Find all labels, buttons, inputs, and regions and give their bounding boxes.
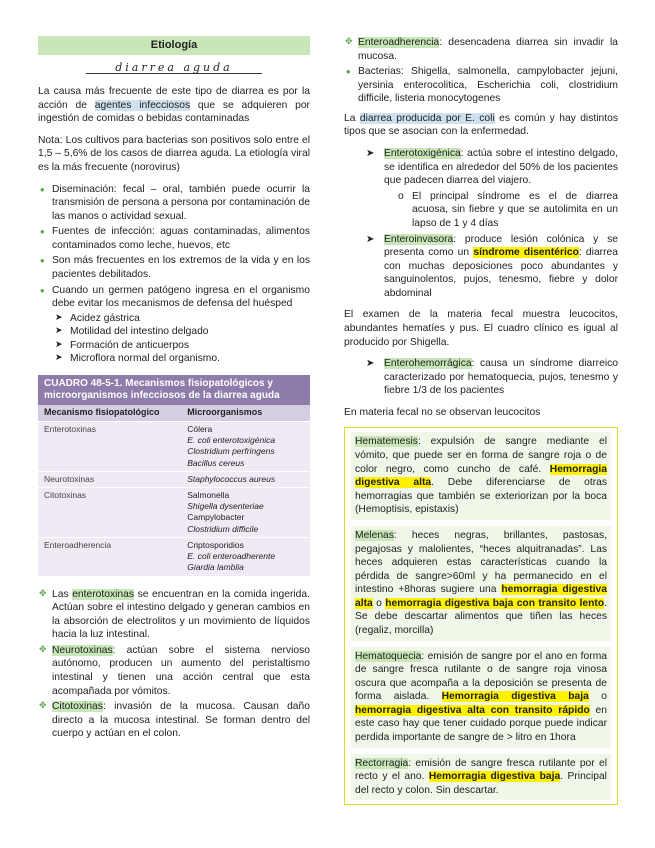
highlight-agentes: agentes infecciosos <box>94 99 191 111</box>
section-title: Etiología <box>38 36 310 55</box>
exam-paragraph: El examen de la materia fecal muestra leucocitos, abundantes hematíes y pus. El cuadro clínico es igual al producido por Shigella. <box>344 309 618 348</box>
list-item: • Fuentes de infección: aguas contaminadas, alimentos contaminados como leche, huevos, etc <box>52 225 310 252</box>
list-item: • Son más frecuentes en los extremos de la vida y en los pacientes debilitados. <box>52 254 310 281</box>
list-item: ➤ Enteroinvasora: produce lesión colónica y se presenta como un síndrome disentérico: diarrea con muchas deposiciones poco abundantes y sanguinolentos, pujos, tenesmo, fiebre y dolor abdominal <box>384 233 618 301</box>
list-item: ✥ Enteroadherencia: desencadena diarrea sin invadir la mucosa. <box>358 36 618 63</box>
list-item: ➤ Motilidad del intestino delgado <box>70 325 310 339</box>
list-item: ➤ Enterotoxigénica: actúa sobre el intestino delgado, se identifica en alrededor del 50% de los pacientes que padecen diarrea del viajero. o El principal síndrome es el de diarrea acuosa, sin fiebre y que se autolimita en un lapso de 1 y 4 días <box>384 147 618 230</box>
defense-list <box>52 312 310 366</box>
note-paragraph: Nota: Los cultivos para bacterias son positivos solo entre el 1,5 – 5,6% de los casos de diarrea aguda. La etiología viral es la más frecuente (norovirus) <box>38 134 310 173</box>
definition-rectorragia: Rectorragia: emisión de sangre fresca rutilante por el recto y el ano. Hemorragia digestiva baja. Principal del recto y colon. Sin descartar. <box>351 754 611 801</box>
list-item: ➤ Microflora normal del organismo. <box>70 352 310 366</box>
list-item: ➤ Formación de anticuerpos <box>70 339 310 353</box>
list-item: ➤ Enterohemorrágica: causa un síndrome diarreico caracterizado por hematoquecia, pujos, tenesmo y fiebre 1/3 de los pacientes <box>384 357 618 398</box>
ecoli-types-list <box>344 147 618 300</box>
table-row: Enteroadherencia Criptosporidios E. coli enteroadherente Giardia lamblia <box>38 537 310 575</box>
definition-hematoquecia: Hematoquecia: emisión de sangre por el ano en forma de sangre fresca rutilante o de sangre roja vinosa oscura que acompaña a la deposición se presenta de forma aislada. Hemorragia digestiva baja o hemorragia digestiva alta con transito rápido en este caso hay que tener cuidado porque puede indicar perdida importante de sangre de > litro en 1hora <box>351 647 611 748</box>
no-leucocitos-paragraph: En materia fecal no se observan leucocitos <box>344 406 541 418</box>
table-header: Microorganismos <box>181 405 310 421</box>
mechanism-list <box>38 588 310 741</box>
list-item: ➤ Acidez gástrica <box>70 312 310 326</box>
ecoli-paragraph: La diarrea producida por E. coli es común y hay distintos tipos que se asocian con la enfermedad. <box>344 112 618 138</box>
list-item: ✥ Las enterotoxinas se encuentran en la comida ingerida. Actúan sobre el intestino delgado y generan cambios en la absorción de electrolitos y un movimiento de líquidos hacia la luz intestinal. <box>52 588 310 642</box>
table-caption: CUADRO 48-5-1. Mecanismos fisiopatológicos y microorganismos infecciosos de la diarrea aguda <box>38 375 310 406</box>
sub-list <box>384 190 618 231</box>
definition-melenas: Melenas: heces negras, brillantes, pastosas, pegajosas y malolientes, “heces alquitranadas”. Las heces adquieren estas características cuando la pérdida de sangre>60ml y ha permanecido en el intestino +8horas sugiere una hemorragia digestiva alta o hemorragia digestiva baja con transito lento. Se debe descartar alimentos que tiñen las heces (regaliz, morcilla) <box>351 526 611 641</box>
definitions-box <box>344 427 618 805</box>
section-subtitle: diarrea aguda <box>38 61 310 76</box>
intro-paragraph: La causa más frecuente de este tipo de diarrea es por la acción de agentes infecciosos que se adquieren por ingestión de comidas o bebidas contaminadas <box>38 86 310 125</box>
list-item: ✥ Citotoxinas: invasión de la mucosa. Causan daño directo a la mucosa intestinal. Se forman dentro del cuerpo y actúan en el colon. <box>52 700 310 741</box>
highlight-disenterico: síndrome disentérico <box>473 247 579 259</box>
enteroadherencia-list <box>344 36 618 63</box>
list-item: o El principal síndrome es el de diarrea acuosa, sin fiebre y que se autolimita en un lapso de 1 y 4 días <box>412 190 618 231</box>
table-row: Enterotoxinas Cólera E. coli enterotoxigénica Clostridium perfringens Bacillus cereus <box>38 421 310 471</box>
list-item: ✥ Neurotoxinas: actúan sobre el sistema nervioso autónomo, producen un aumento del peristaltismo intestinal y tienen una acción central que esta acompañada por vómitos. <box>52 644 310 698</box>
list-item: • Diseminación: fecal – oral, también puede ocurrir la transmisión de persona a persona por contaminación de las manos o actividad sexual. <box>52 183 310 224</box>
list-item: • Cuando un germen patógeno ingresa en el organismo debe evitar los mecanismos de defensa del huésped ➤ Acidez gástrica ➤ Motilidad del intestino delgado ➤ Formación de anticuerpos ➤ Microflora normal del organismo. <box>52 284 310 366</box>
enterohemorragica-list <box>344 357 618 398</box>
table-row: Citotoxinas Salmonella Shigella dysenteriae Campylobacter Clostridium difficile <box>38 487 310 537</box>
list-item: • Bacterias: Shigella, salmonella, campylobacter jejuni, yersinia enterocolitica, Escherichia coli, clostridium difficile, listeria monocytogenes <box>358 65 618 106</box>
bullet-list <box>38 183 310 367</box>
definition-hematemesis: Hematemesis: expulsión de sangre mediante el vómito, que puede ser en forma de sangre roja o de color negro, como cuncho de café. Hemorragia digestiva alta. Debe diferenciarse de otras hemorragias que también se exteriorizan por la boca (Hemoptisis, epistaxis) <box>351 432 611 519</box>
bacteria-list <box>344 65 618 106</box>
highlight-ecoli: diarrea producida por E. coli <box>359 112 495 124</box>
right-column <box>344 36 618 805</box>
table-row: Neurotoxinas Staphylococcus aureus <box>38 471 310 487</box>
left-column <box>38 36 310 747</box>
mechanisms-table <box>38 374 310 576</box>
table-header: Mecanismo fisiopatológico <box>38 405 181 421</box>
